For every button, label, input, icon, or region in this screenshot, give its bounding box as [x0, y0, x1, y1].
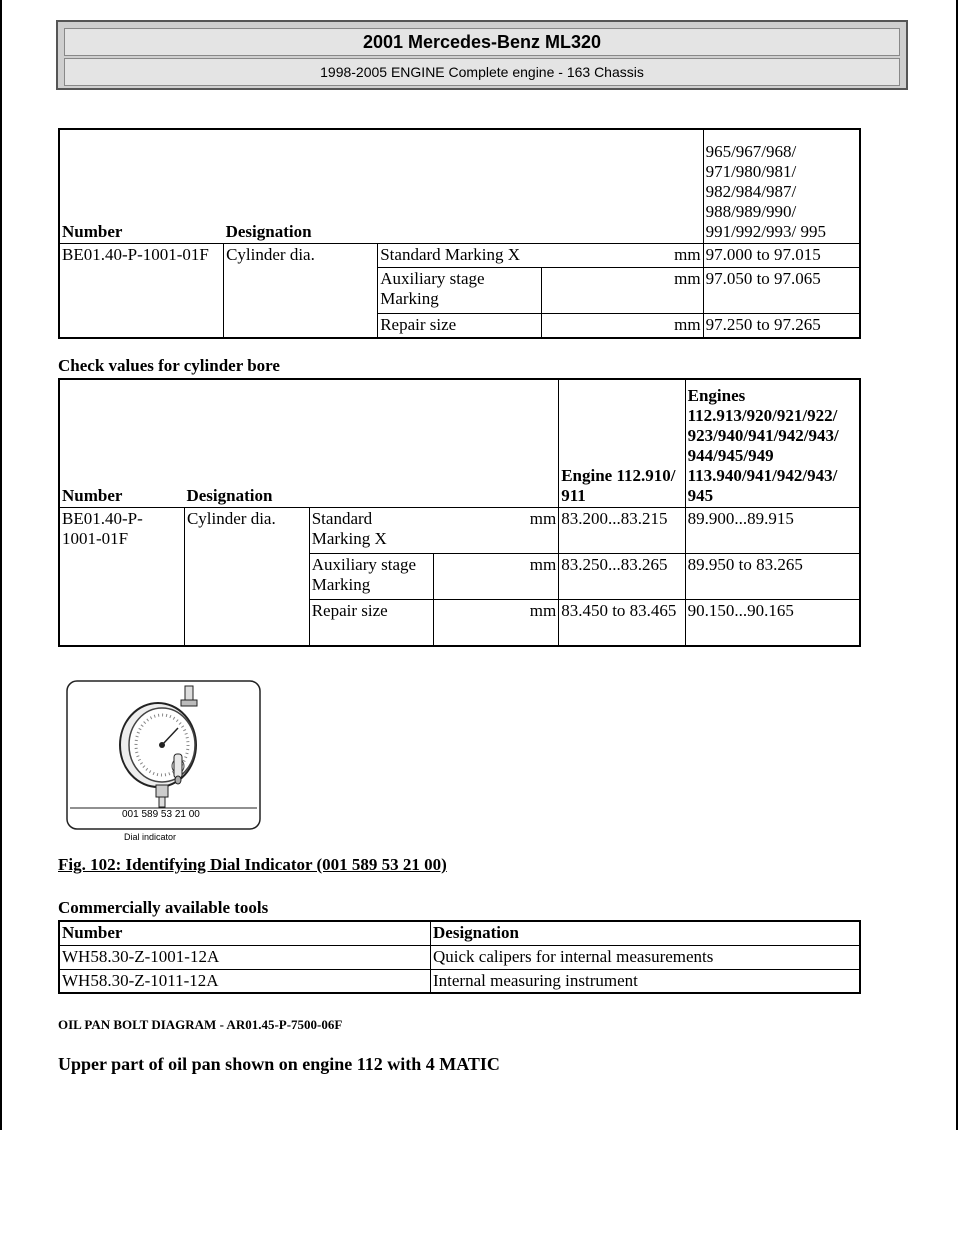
t1-engines-line: 991/992/993/ 995: [705, 222, 826, 241]
t3-row-number: WH58.30-Z-1011-12A: [59, 969, 431, 993]
dial-indicator-drawing: [66, 680, 261, 830]
t1-header-engines: [703, 129, 860, 244]
dial-indicator-label: Dial indicator: [124, 832, 177, 842]
t3-row-designation: Quick calipers for internal measurements: [431, 945, 861, 969]
t1-row-unit: mm: [542, 314, 703, 338]
t1-row-number: BE01.40-P-1001-01F: [59, 244, 224, 338]
t1-engines-line: 982/984/987/: [705, 182, 797, 201]
t2-row-value2: 89.950 to 83.265: [685, 554, 860, 600]
document-header: [56, 20, 908, 90]
t1-header-designation: Designation: [224, 129, 703, 244]
section-title-upper-oil-pan: Upper part of oil pan shown on engine 112 with 4 MATIC: [58, 1054, 500, 1074]
t1-engines-line: 988/989/990/: [705, 202, 797, 221]
t2-row-label: Auxiliary stage Marking: [309, 554, 433, 600]
t1-engines-line: 965/967/968/: [705, 142, 797, 161]
t2-row-unit: mm: [434, 554, 559, 600]
t2-row-value2: 90.150...90.165: [685, 600, 860, 646]
t2-row-number: BE01.40-P-1001-01F: [59, 508, 184, 646]
t2-row-unit: mm: [434, 508, 559, 554]
t2-header-designation: Designation: [184, 379, 558, 508]
t3-header-designation: Designation: [431, 921, 861, 945]
t1-row-label: Repair size: [378, 314, 542, 338]
t2-row-value1: 83.250...83.265: [559, 554, 685, 600]
t1-row-value: 97.050 to 97.065: [703, 268, 860, 314]
t1-row-designation: Cylinder dia.: [224, 244, 378, 338]
cylinder-dia-table-2: [58, 378, 861, 647]
t3-header-number: Number: [59, 921, 431, 945]
section-title-commercial-tools: Commercially available tools: [58, 898, 269, 917]
t2-row-label: Standard Marking X: [309, 508, 433, 554]
t1-row-value: 97.250 to 97.265: [703, 314, 860, 338]
t1-header-number: Number: [59, 129, 224, 244]
t1-engines-line: 971/980/981/: [705, 162, 797, 181]
t3-row-number: WH58.30-Z-1001-12A: [59, 945, 431, 969]
figure-caption: Fig. 102: Identifying Dial Indicator (001 589 53 21 00): [58, 855, 447, 874]
t2-row-value1: 83.200...83.215: [559, 508, 685, 554]
t1-row-label: Auxiliary stage Marking: [378, 268, 542, 314]
document-subtitle: 1998-2005 ENGINE Complete engine - 163 Chassis: [64, 58, 900, 86]
commercial-tools-table: [58, 920, 861, 994]
t2-header-engine: Engine 112.910/ 911: [559, 379, 685, 508]
t2-header-engines: Engines 112.913/920/921/922/ 923/940/941/942/943/ 944/945/949 113.940/941/942/943/ 945: [685, 379, 860, 508]
dial-indicator-image: [66, 680, 261, 842]
t2-row-value1: 83.450 to 83.465: [559, 600, 685, 646]
t2-row-label: Repair size: [309, 600, 433, 646]
t1-row-value: 97.000 to 97.015: [703, 244, 860, 268]
t2-row-designation: Cylinder dia.: [184, 508, 309, 646]
t1-row-unit: mm: [542, 268, 703, 314]
cylinder-dia-table-1: [58, 128, 861, 339]
document-title: 2001 Mercedes-Benz ML320: [64, 28, 900, 56]
t2-row-unit: mm: [434, 600, 559, 646]
t1-row-label: Standard Marking X: [378, 244, 542, 268]
section-title-oil-pan: OIL PAN BOLT DIAGRAM - AR01.45-P-7500-06F: [58, 1017, 343, 1032]
t2-header-number: Number: [59, 379, 184, 508]
t3-row-designation: Internal measuring instrument: [431, 969, 861, 993]
t1-row-unit: mm: [542, 244, 703, 268]
t2-row-value2: 89.900...89.915: [685, 508, 860, 554]
section-title-check-values: Check values for cylinder bore: [58, 356, 280, 375]
dial-indicator-part-number: 001 589 53 21 00: [122, 809, 200, 820]
